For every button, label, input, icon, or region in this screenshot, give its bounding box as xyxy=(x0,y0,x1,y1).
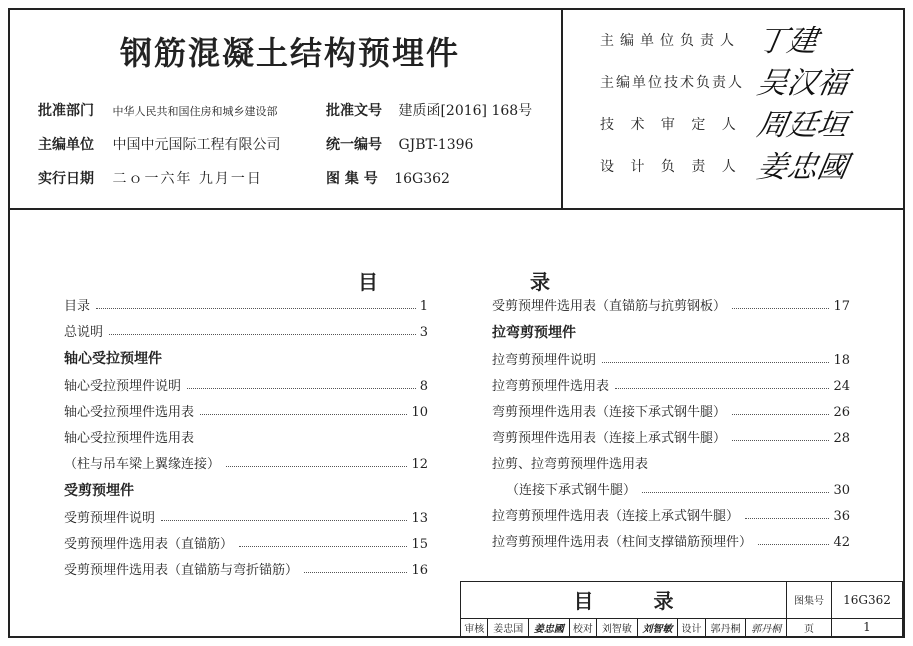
toc-item-title: 受剪预埋件选用表（直锚筋与抗剪钢板） xyxy=(492,299,727,314)
toc-item-line[interactable] xyxy=(64,428,428,446)
unified-no-value: GJBT-1396 xyxy=(398,137,474,153)
toc-item[interactable] xyxy=(64,402,428,420)
atlas-no-row xyxy=(326,168,450,188)
toc-item-title: 目录 xyxy=(64,299,91,314)
toc-item[interactable] xyxy=(492,532,850,550)
page-value: 1 xyxy=(832,618,903,636)
effective-date-value: 二ｏ一六年 九月一日 xyxy=(112,171,263,187)
toc-item-title: 拉弯剪预埋件说明 xyxy=(492,353,597,368)
toc-heading-left: 目 xyxy=(358,270,378,294)
design-name: 郭丹桐 xyxy=(705,618,746,636)
title-block-atlas-label: 图集号 xyxy=(787,582,832,619)
toc-item[interactable] xyxy=(64,454,428,472)
editor-unit-value: 中国中元国际工程有限公司 xyxy=(112,137,281,153)
toc-item[interactable] xyxy=(64,322,428,340)
approval-dept-value: 中华人民共和国住房和城乡建设部 xyxy=(112,105,278,118)
toc-item-page: 26 xyxy=(833,405,850,420)
title-block-name-left: 目 xyxy=(573,589,654,614)
toc-item[interactable] xyxy=(64,296,428,314)
toc-item-title: 弯剪预埋件选用表（连接下承式钢牛腿） xyxy=(492,405,727,420)
toc-item-title: 拉弯剪预埋件选用表（柱间支撑锚筋预埋件） xyxy=(492,535,753,550)
responsible-role-1: 主编单位负责人 xyxy=(600,33,740,49)
toc-section-heading: 轴心受拉预埋件 xyxy=(64,351,162,367)
header-divider-vertical xyxy=(561,10,563,208)
toc-item-title: 受剪预埋件说明 xyxy=(64,511,156,526)
toc-item[interactable] xyxy=(492,506,850,524)
toc-item-page: 12 xyxy=(411,457,428,472)
toc-item-page: 13 xyxy=(411,511,428,526)
toc-item-title: 轴心受拉预埋件选用表 xyxy=(64,405,195,420)
toc-item-title: （柱与吊车梁上翼缘连接） xyxy=(64,457,221,472)
toc-item[interactable] xyxy=(492,296,850,314)
toc-item-title: 弯剪预埋件选用表（连接上承式钢牛腿） xyxy=(492,431,727,446)
toc-item-page: 15 xyxy=(411,537,428,552)
toc-item[interactable] xyxy=(64,508,428,526)
title-block-name xyxy=(461,582,787,619)
approval-dept-label: 批准部门 xyxy=(38,103,94,119)
toc-item[interactable] xyxy=(64,534,428,552)
toc-item-title: 总说明 xyxy=(64,325,104,340)
approval-doc-value: 建质函[2016] 168号 xyxy=(398,103,533,119)
approval-doc-row xyxy=(326,100,532,120)
toc-heading-right: 录 xyxy=(530,270,550,294)
title-block xyxy=(460,581,903,637)
toc-item-page: 42 xyxy=(833,535,850,550)
toc-item-page: 1 xyxy=(419,299,428,314)
toc-item-page: 36 xyxy=(833,509,850,524)
toc-item[interactable] xyxy=(492,350,850,368)
toc-item[interactable] xyxy=(506,480,850,498)
signature-2: 吴汉福 xyxy=(754,66,851,101)
toc-item-page: 28 xyxy=(833,431,850,446)
title-block-name-right: 录 xyxy=(653,589,674,614)
effective-date-label: 实行日期 xyxy=(38,171,94,187)
header-divider-horizontal xyxy=(10,208,903,210)
signature-3: 周廷垣 xyxy=(754,108,851,143)
page-label: 页 xyxy=(787,618,832,636)
toc-item-title: 受剪预埋件选用表（直锚筋） xyxy=(64,537,234,552)
toc-item-title: 拉剪、拉弯剪预埋件选用表 xyxy=(492,457,649,472)
check-name: 刘智敏 xyxy=(597,618,638,636)
atlas-no-value: 16G362 xyxy=(394,171,450,187)
signature-4: 姜忠國 xyxy=(754,150,851,185)
check-label: 校对 xyxy=(569,618,596,636)
toc-section-heading: 受剪预埋件 xyxy=(64,483,134,499)
approval-doc-label: 批准文号 xyxy=(326,103,382,119)
toc-item-title: 轴心受拉预埋件选用表 xyxy=(64,431,195,446)
effective-date-row xyxy=(38,168,263,188)
title-block-atlas-value: 16G362 xyxy=(832,582,903,619)
document-title: 钢筋混凝土结构预埋件 xyxy=(119,34,460,72)
toc-item-page: 18 xyxy=(833,353,850,368)
toc-item[interactable] xyxy=(492,428,850,446)
toc-item-page: 10 xyxy=(411,405,428,420)
responsible-role-2: 主编单位技术负责人 xyxy=(600,75,744,91)
unified-no-row xyxy=(326,134,473,154)
design-signature: 郭丹桐 xyxy=(746,618,787,636)
toc-item-title: 受剪预埋件选用表（直锚筋与弯折锚筋） xyxy=(64,563,299,578)
toc-item-page: 8 xyxy=(419,379,428,394)
review-signature: 姜忠國 xyxy=(529,618,570,636)
toc-item-title: 拉弯剪预埋件选用表 xyxy=(492,379,610,394)
review-name: 姜忠国 xyxy=(488,618,529,636)
toc-item-title: （连接下承式钢牛腿） xyxy=(506,483,637,498)
approval-dept-row xyxy=(38,100,277,120)
responsible-role-3: 技 术 审 定 人 xyxy=(600,117,742,133)
toc-item[interactable] xyxy=(64,376,428,394)
drawing-frame xyxy=(8,8,905,638)
design-label: 设计 xyxy=(678,618,705,636)
toc-item-title: 轴心受拉预埋件说明 xyxy=(64,379,182,394)
toc-item[interactable] xyxy=(64,560,428,578)
toc-item-line[interactable] xyxy=(492,454,850,472)
toc-section-heading: 拉弯剪预埋件 xyxy=(492,325,576,341)
toc-item[interactable] xyxy=(492,376,850,394)
toc-item-page: 3 xyxy=(419,325,428,340)
signature-1: 丁建 xyxy=(754,24,821,59)
toc-item-page: 17 xyxy=(833,299,850,314)
review-label: 审核 xyxy=(461,618,488,636)
toc-item-page: 30 xyxy=(833,483,850,498)
toc-item-title: 拉弯剪预埋件选用表（连接上承式钢牛腿） xyxy=(492,509,740,524)
responsible-role-4: 设 计 负 责 人 xyxy=(600,159,742,175)
unified-no-label: 统一编号 xyxy=(326,137,382,153)
editor-unit-label: 主编单位 xyxy=(38,137,94,153)
toc-item-page: 24 xyxy=(833,379,850,394)
editor-unit-row xyxy=(38,134,280,154)
atlas-no-label: 图 集 号 xyxy=(326,171,378,187)
check-signature: 刘智敏 xyxy=(637,618,678,636)
toc-item[interactable] xyxy=(492,402,850,420)
toc-item-page: 16 xyxy=(411,563,428,578)
